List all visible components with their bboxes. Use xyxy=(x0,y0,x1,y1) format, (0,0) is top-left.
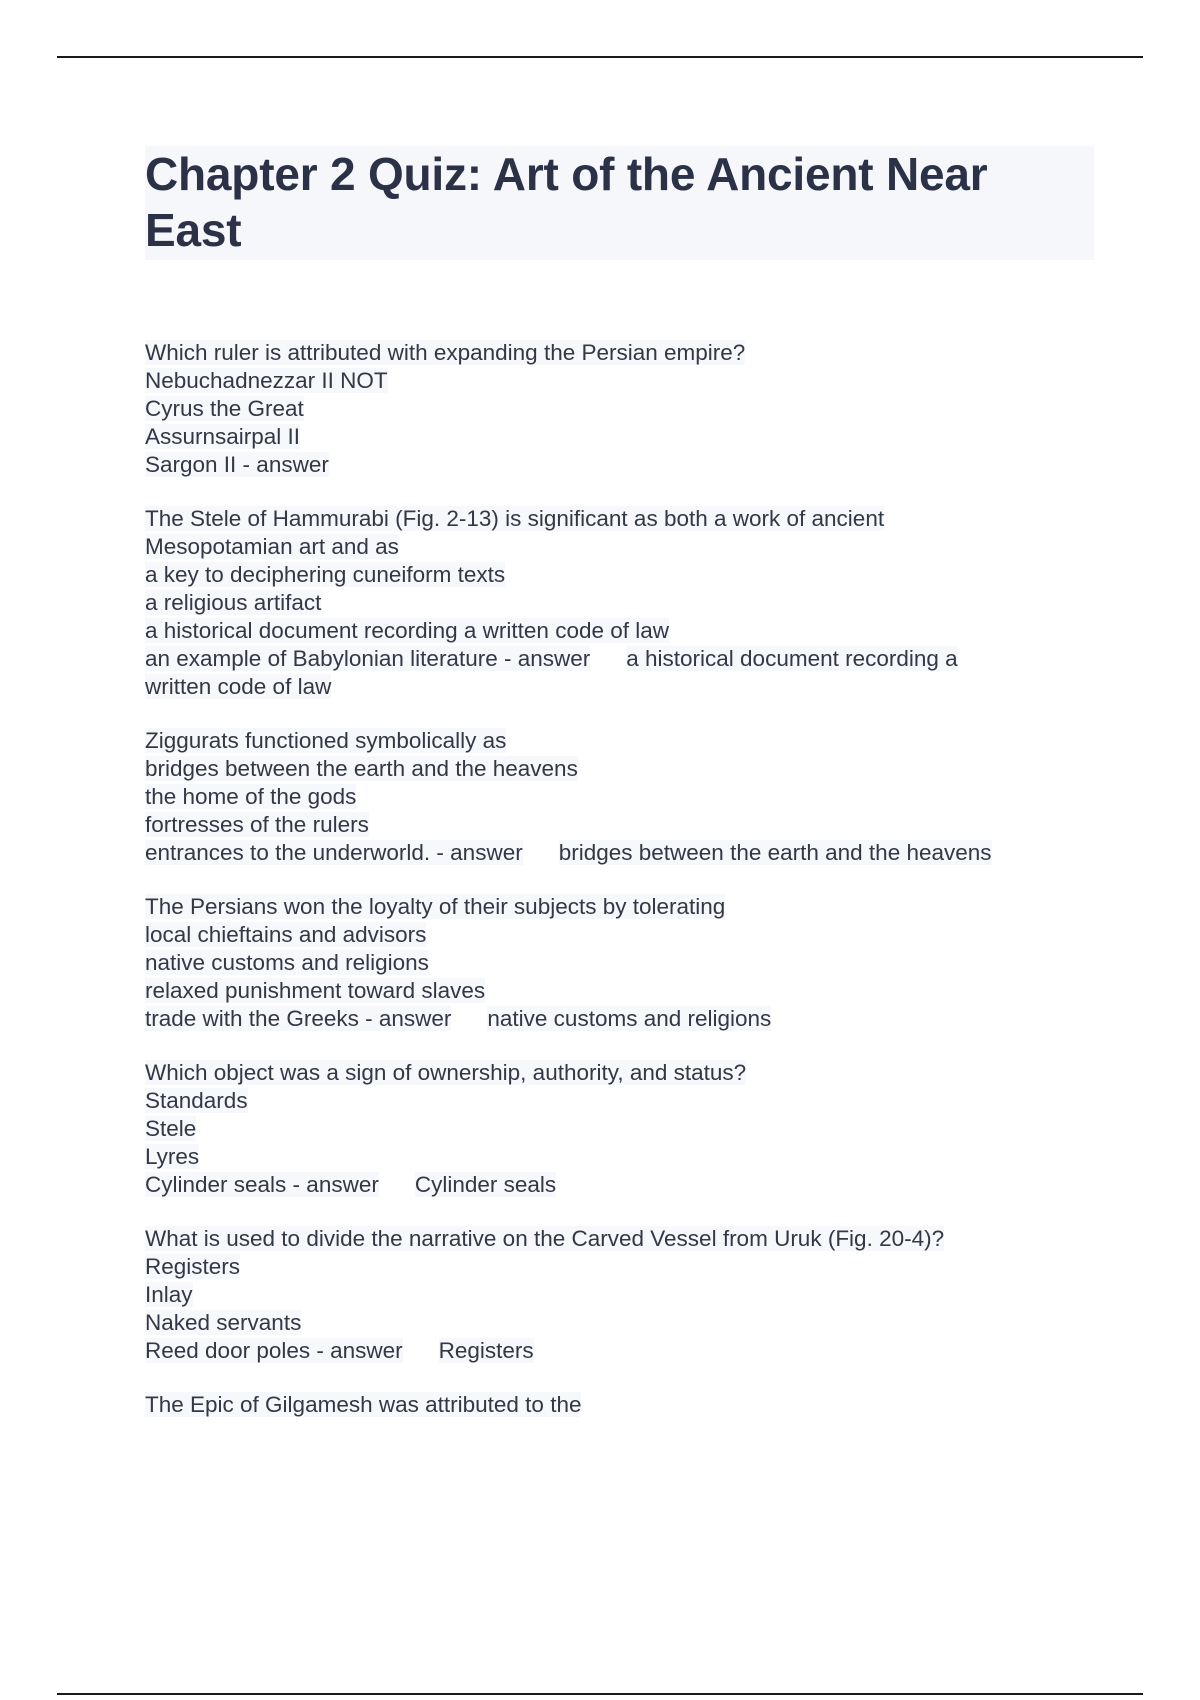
question-4 xyxy=(145,893,1090,1033)
question-text: Mesopotamian art and as xyxy=(145,534,399,559)
option: the home of the gods xyxy=(145,784,357,809)
option: Inlay xyxy=(145,1282,193,1307)
bottom-rule xyxy=(57,1693,1143,1695)
question-text: The Persians won the loyalty of their subjects by tolerating xyxy=(145,894,726,919)
option: a key to deciphering cuneiform texts xyxy=(145,562,506,587)
option: Assurnsairpal II xyxy=(145,424,301,449)
option: Registers xyxy=(145,1254,241,1279)
question-text: The Epic of Gilgamesh was attributed to the xyxy=(145,1392,582,1417)
option: Stele xyxy=(145,1116,197,1141)
question-text: The Stele of Hammurabi (Fig. 2-13) is significant as both a work of ancient xyxy=(145,506,885,531)
option-with-answer-marker: entrances to the underworld. - answer xyxy=(145,840,523,865)
question-1 xyxy=(145,339,1090,479)
option: a religious artifact xyxy=(145,590,322,615)
quiz-content xyxy=(145,339,1090,1445)
option-with-answer-marker: Sargon II - answer xyxy=(145,452,329,477)
option-with-answer-marker: Reed door poles - answer xyxy=(145,1338,403,1363)
answer: a historical document recording a xyxy=(626,646,958,671)
option-with-answer-marker: Cylinder seals - answer xyxy=(145,1172,379,1197)
title-block xyxy=(145,146,1094,260)
question-6 xyxy=(145,1225,1090,1365)
question-text: Ziggurats functioned symbolically as xyxy=(145,728,507,753)
page-title: Chapter 2 Quiz: Art of the Ancient Near East xyxy=(145,148,988,256)
option: local chieftains and advisors xyxy=(145,922,427,947)
answer: native customs and religions xyxy=(487,1006,772,1031)
option: native customs and religions xyxy=(145,950,429,975)
option: bridges between the earth and the heavens xyxy=(145,756,578,781)
option: Standards xyxy=(145,1088,248,1113)
option: Naked servants xyxy=(145,1310,302,1335)
top-rule xyxy=(57,56,1143,58)
question-text: Which ruler is attributed with expanding the Persian empire? xyxy=(145,340,746,365)
answer: bridges between the earth and the heavens xyxy=(558,840,992,865)
option: a historical document recording a written code of law xyxy=(145,618,670,643)
question-7 xyxy=(145,1391,1090,1419)
option: Lyres xyxy=(145,1144,200,1169)
option-with-answer-marker: trade with the Greeks - answer xyxy=(145,1006,452,1031)
question-3 xyxy=(145,727,1090,867)
question-text: Which object was a sign of ownership, authority, and status? xyxy=(145,1060,747,1085)
question-5 xyxy=(145,1059,1090,1199)
option: relaxed punishment toward slaves xyxy=(145,978,486,1003)
option: fortresses of the rulers xyxy=(145,812,369,837)
question-2 xyxy=(145,505,1090,701)
option-with-answer-marker: an example of Babylonian literature - answer xyxy=(145,646,591,671)
answer: Registers xyxy=(438,1338,534,1363)
question-text: What is used to divide the narrative on the Carved Vessel from Uruk (Fig. 20-4)? xyxy=(145,1226,945,1251)
option: Nebuchadnezzar II NOT xyxy=(145,368,388,393)
answer-continued: written code of law xyxy=(145,674,332,699)
answer: Cylinder seals xyxy=(414,1172,557,1197)
option: Cyrus the Great xyxy=(145,396,304,421)
